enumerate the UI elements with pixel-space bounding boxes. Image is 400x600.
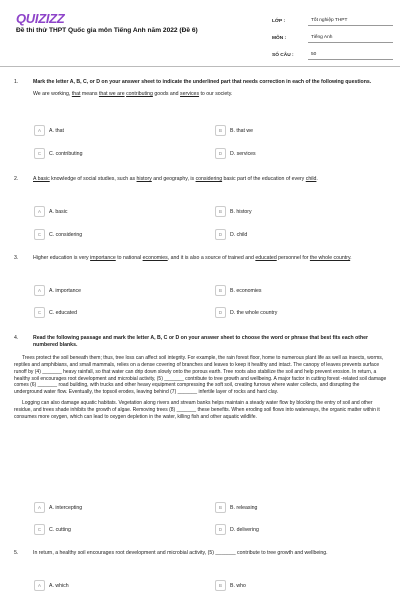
q4-option-c[interactable] <box>34 524 71 535</box>
option-text: C. cutting <box>49 526 71 533</box>
q3-option-a[interactable] <box>34 285 81 296</box>
meta-subject <box>272 30 393 47</box>
q1-option-c[interactable] <box>34 148 82 159</box>
q2-option-b[interactable] <box>215 206 252 217</box>
q3-option-b[interactable] <box>215 285 261 296</box>
option-text: B. that we <box>230 127 254 134</box>
option-letter-box: B <box>215 125 226 136</box>
option-text: D. services <box>230 150 256 157</box>
option-text: C. contributing <box>49 150 83 157</box>
option-text: B. economies <box>230 287 262 294</box>
q3-option-c[interactable] <box>34 307 77 318</box>
option-letter-box: C <box>34 524 45 535</box>
q2-option-a[interactable] <box>34 206 67 217</box>
question-5 <box>14 550 388 557</box>
quizizz-logo: QUIZIZZ <box>16 11 65 26</box>
meta-class <box>272 13 393 30</box>
q2-option-c[interactable] <box>34 229 82 240</box>
meta-count-value: 50 <box>308 52 393 60</box>
option-letter-box: D <box>215 307 226 318</box>
question-2 <box>14 176 388 183</box>
q2-option-d[interactable] <box>215 229 247 240</box>
q5-option-a[interactable] <box>34 580 69 591</box>
option-text: B. history <box>230 208 252 215</box>
meta-subject-label: MÔN : <box>272 36 287 41</box>
question-text: In return, a healthy soil encourages root development and microbial activity, (5) _______ contribute to tree growth and wellbeing. <box>33 550 328 556</box>
question-number: 5. <box>14 550 19 556</box>
page-title: Đề thi thử THPT Quốc gia môn Tiếng Anh năm 2022 (Đề 6) <box>16 27 198 34</box>
q5-option-b[interactable] <box>215 580 246 591</box>
option-letter-box: B <box>215 206 226 217</box>
question-instruction: Mark the letter A, B, C, or D on your answer sheet to indicate the underlined part that needs correction in each of the following questions. <box>33 79 372 85</box>
question-1 <box>14 79 388 99</box>
question-number: 4. <box>14 335 19 341</box>
question-text: Higher education is very importance to national economies, and it is also a source of trained and educated personnel for the whole country. <box>33 255 352 261</box>
option-letter-box: D <box>215 524 226 535</box>
option-text: B. releasing <box>230 504 258 511</box>
question-text: We are working, that means that we are contributing goods and services to our society. <box>33 91 233 98</box>
option-letter-box: A <box>34 206 45 217</box>
question-3 <box>14 255 388 262</box>
meta-panel <box>272 13 393 64</box>
q4-option-d[interactable] <box>215 524 259 535</box>
question-number: 2. <box>14 176 19 182</box>
q1-option-d[interactable] <box>215 148 256 159</box>
option-letter-box: B <box>215 285 226 296</box>
option-letter-box: A <box>34 285 45 296</box>
question-instruction: Read the following passage and mark the letter A, B, C or D on your answer sheet to choose the word or phrase that best fits each other numbered blanks. <box>33 335 369 349</box>
option-text: B. who <box>230 582 246 589</box>
question-text: A basic knowledge of social studies, such as history and geography, is considering basic part of the education of every child. <box>33 176 318 182</box>
meta-class-value: Tốt nghiệp THPT <box>308 18 393 26</box>
option-letter-box: A <box>34 125 45 136</box>
question-number: 3. <box>14 255 19 261</box>
passage-paragraph-1: Trees protect the soil beneath them; thus, tree loss can affect soil integrity. For example, the rain forest floor, home to numerous plant life as well as insects, worms, reptiles and amphibians, and small mammals, relies on a dense covering of branches and leaves to keep it healthy and intact. The canopy of leaves prevents surface runoff by (4) _______ heavy rainfall, so that water can drip down slowly onto the porous earth. Tree roots also stabilize the soil and help prevent erosion. In return, a healthy soil encourages root development and microbial activity, (5) _______ contribute to tree growth and wellbeing. A major factor in cutting forest -related soil damage comes (6) _______ road building, with trucks and other heavy equipment compressing the soft soil, creating furrows where water collects, and disrupting the underground water flow. Eventually, the topsoil erodes, leaving behind (7) _______ infertile layer of rocks and hard clay. <box>14 354 387 396</box>
option-text: A. that <box>49 127 64 134</box>
option-text: C. educated <box>49 309 77 316</box>
option-text: A. which <box>49 582 69 589</box>
option-text: A. basic <box>49 208 68 215</box>
meta-subject-value: Tiếng Anh <box>308 35 393 43</box>
question-number: 1. <box>14 79 19 85</box>
q4-option-a[interactable] <box>34 502 82 513</box>
option-letter-box: A <box>34 502 45 513</box>
option-letter-box: B <box>215 502 226 513</box>
option-letter-box: D <box>215 148 226 159</box>
option-letter-box: B <box>215 580 226 591</box>
header <box>0 0 400 67</box>
option-text: D. child <box>230 231 248 238</box>
option-letter-box: A <box>34 580 45 591</box>
option-text: D. the whole country <box>230 309 278 316</box>
option-text: A. importance <box>49 287 82 294</box>
meta-count-label: SỐ CÂU : <box>272 53 294 58</box>
q4-option-b[interactable] <box>215 502 257 513</box>
option-letter-box: D <box>215 229 226 240</box>
option-letter-box: C <box>34 307 45 318</box>
q1-option-b[interactable] <box>215 125 253 136</box>
option-letter-box: C <box>34 148 45 159</box>
option-letter-box: C <box>34 229 45 240</box>
meta-class-label: LỚP : <box>272 19 286 24</box>
option-text: C. considering <box>49 231 83 238</box>
q3-option-d[interactable] <box>215 307 277 318</box>
question-4 <box>14 335 388 421</box>
meta-count <box>272 47 393 64</box>
passage-paragraph-2: Logging can also damage aquatic habitats. Vegetation along rivers and stream banks helps maintain a steady water flow by blocking the entry of soil and other residue, and trees shade inhibits the growth of algae. Removing trees (8) _______ these benefits. When eroding soil flows into waterways, the organic matter within it consumes more oxygen, which can lead to oxygen depletion in the water, killing fish and other aquatic wildlife. <box>14 400 380 421</box>
option-text: D. delivering <box>230 526 259 533</box>
q1-option-a[interactable] <box>34 125 64 136</box>
option-text: A. intercepting <box>49 504 83 511</box>
